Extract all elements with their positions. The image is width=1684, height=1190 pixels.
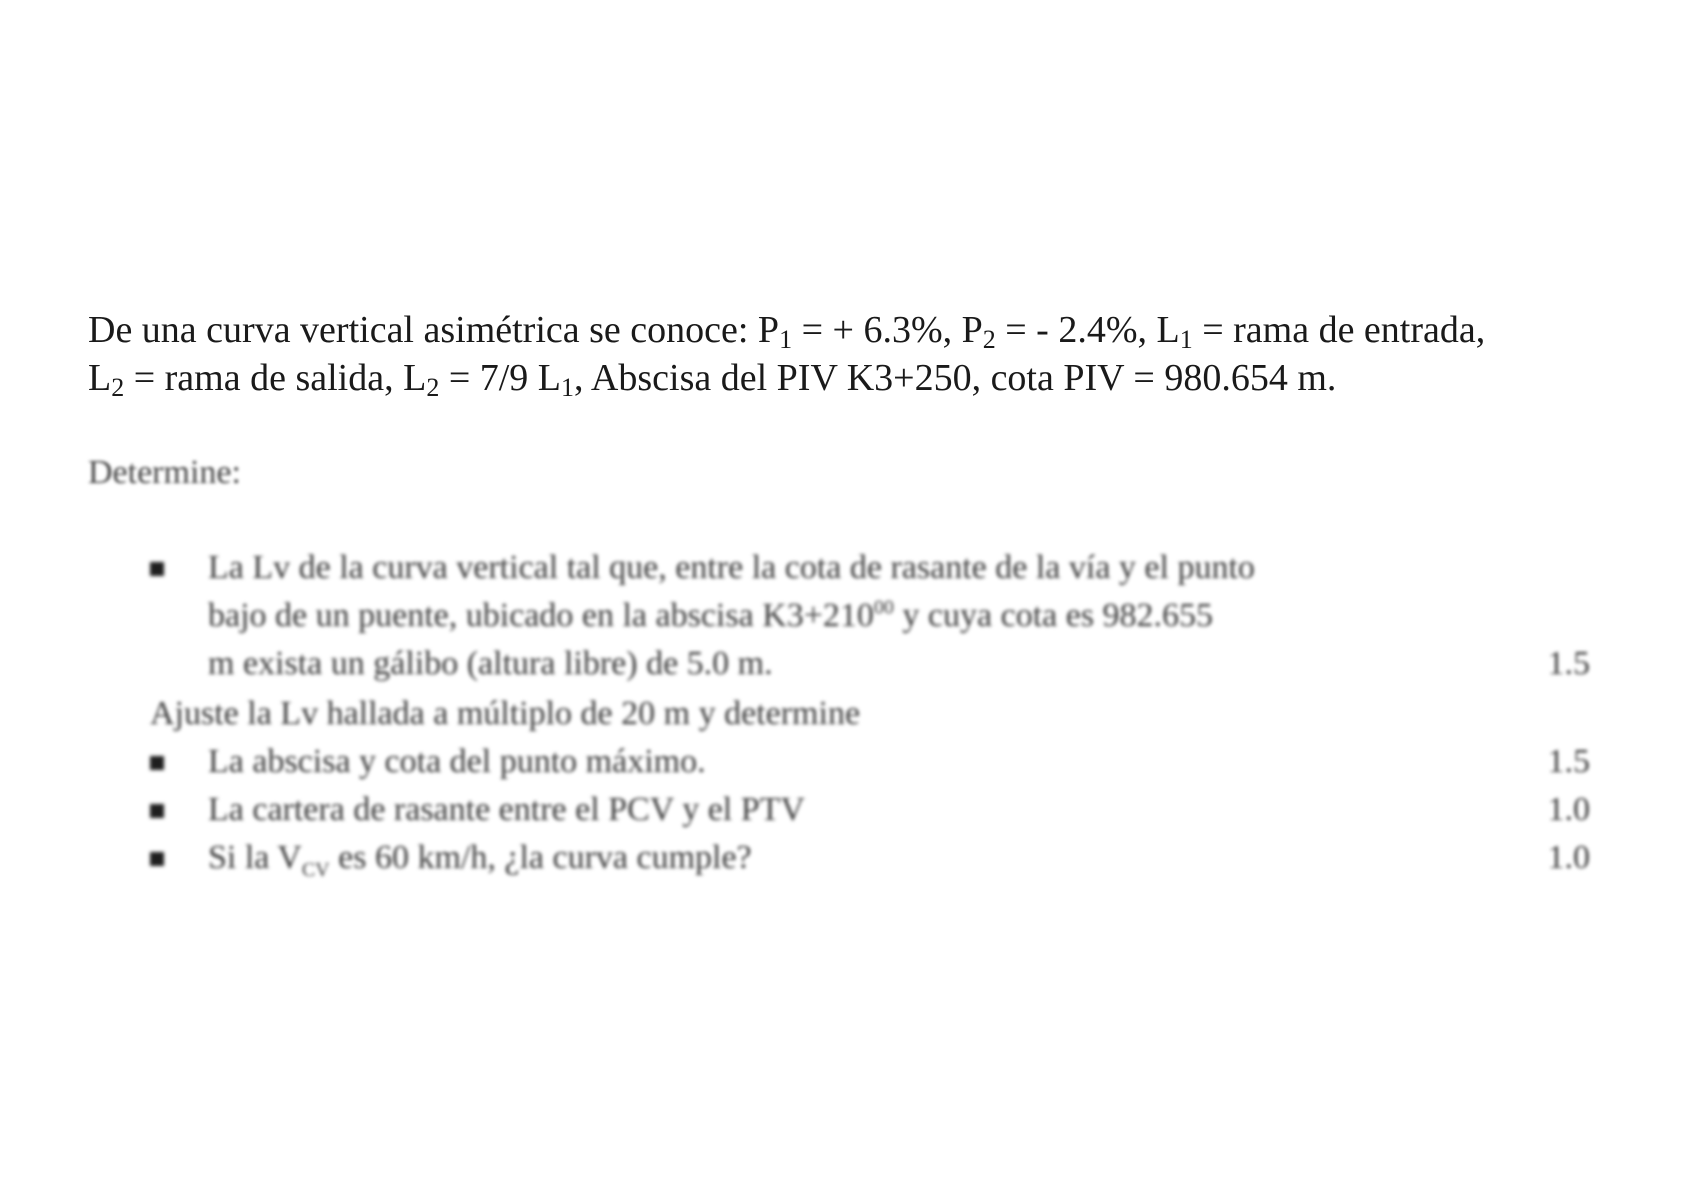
statement-line-1: De una curva vertical asimétrica se conoce: $P_1$ = + 6.3%, $P_2$ = - 2.4%, $L_1$ = rama de entrada,	[88, 309, 1486, 354]
problem-statement	[88, 306, 1608, 402]
score-item-3: 1.0	[1547, 791, 1590, 828]
bullet-icon	[150, 852, 164, 866]
statement-line-2: $L_2$ = rama de salida, $L_2 = 7/9$ $L_1$, Abscisa del PIV K3+250, cota PIV = 980.654 m.	[88, 357, 1337, 402]
score-item-1: 1.5	[1547, 645, 1590, 682]
document-page: De una curva vertical asimétrica se conoce: $P_1$ = + 6.3%, $P_2$ = - 2.4%, $L_1$ = rama de entrada, $L_2$ = rama de salida, $L_2 = 7/9$ $L_1$, Abscisa del PIV K3+250, cota PIV = 980.654 m. Determine: La Lv de la curva vertical tal que, entre la cota de rasante de la vía y el punto bajo de un puente, ubicado en la abscisa $K3+210^{00}$ y cuya cota es 982.655 m exista un gálibo (altura libre) de 5.0 m. 1.5 Ajuste la Lv hallada a múltiplo de 20 m y determine La abscisa y cota del punto máximo. 1.5 La cartera de rasante entre el PCV y el PTV 1.0 Si la $V_{CV}$ es 60 km/h, ¿la curva cumple? 1.0	[0, 0, 1684, 1190]
score-item-2: 1.5	[1547, 743, 1590, 780]
bullet-icon	[150, 562, 164, 576]
score-item-4: 1.0	[1547, 839, 1590, 876]
bullet-icon	[150, 756, 164, 770]
determine-heading: Determine:	[88, 454, 241, 491]
bullet-icon	[150, 804, 164, 818]
